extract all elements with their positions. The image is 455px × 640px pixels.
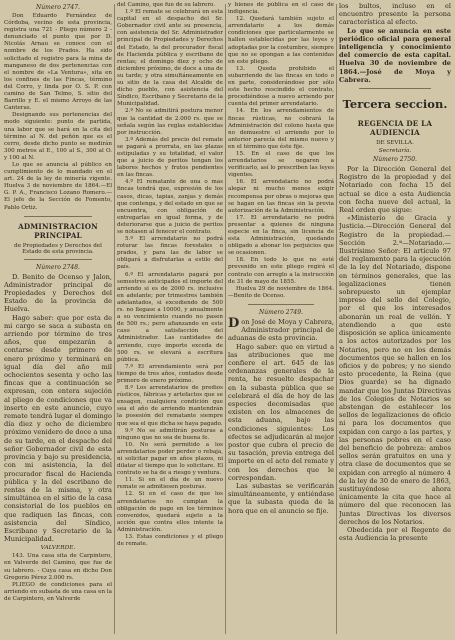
list-item: 10. No será permitido a los arrendatarios poder perder o rebaja, ni solicitar pagar en años plazos, ni dilatar el tiempo que lo solicitare. El contrato se ha de a riesgo y ventura.: [117, 441, 223, 477]
divider: [24, 216, 92, 217]
divider: [24, 259, 92, 260]
list-item: 8.º Los arrendatarios de predios rústicos, fábricas y artefactos que se ensagen, cualquiera condición que sea el año de arriendo mantendrán la posesión del rematante siempre que sea el que dicha se haya pagado.: [117, 385, 223, 427]
list-item: 13. Queda prohibido el subarriendo de las fincas en todo o en parte, considerándose por sólo este hecho rescindido el contrato, procediéndose a nuevo arriendo por cuenta del primer arrendatario.: [228, 65, 334, 108]
section-title: Tercera seccion.: [342, 97, 448, 112]
paragraph: Lo que se anuncia en este periódico oficial para general inteligencia y conocimiento del comercio de esta capital. Huelva 30 de noviembre de 1864.—José de Moya y Cabrera.: [339, 26, 451, 84]
paragraph: «Ministerio de Gracia y Justicia.—Dirección General del Registro de la propiedad.—Sección 2.ª—Notariado.—Ilustrísimo Señor: El artículo 97 del reglamento para la ejecución de la ley del Notariado, dispone en términos generales, que las legalizaciones tienen sobrepuesto un ejemplar impreso del sello del Colegio, por el que los interesados abonarán un real de vellón. Y atendiendo a que este disposición se aplica únicamente a los actos autorizados por los Notarios, pero no en los demás documentos que se hallen en los oficios y de pobres; y no siendo esto procedente, la Reina (que Dios guarde) se ha dignado mandar que los Juntas Directivas de los Colegios de Notarios se abstengan de establecer los sellos de legalizaciones de oficio ni para los documentos que expidan con cargo a las partes, y las personas pobres en el caso del beneficio de pobreza: ambos sellos serán gratuitos en una y otra clase de documentos que se expidan con arreglo al número 4 de la ley de 30 de enero de 1863, sustituyéndose ahora únicamente la cita que hace al número del que reconocen las Juntas Directivas los diversos derechos de los Notarios.: [339, 214, 451, 526]
column-rule: [336, 4, 337, 634]
place-heading: VALVERDE.: [40, 545, 76, 552]
paragraph: Por la Dirección General del Registro de la propiedad y del Notariado con fecha 15 del actual se dice a esta Audiencia con fecha nueve del actual, la Real orden que sigue:: [339, 165, 451, 215]
list-item: 13. Estas condiciones y el pliego de remate.: [117, 534, 223, 548]
list-item: 12. Quedará también sujeto el arrendatario a los demás condiciones que particularmente se hallen establecidas por las leyes y adoptadas por la costumbre, siempre que no se opongan a las contenidas en este pliego.: [228, 16, 334, 65]
paragraph: Hago saber: que en virtud a las atribuciones que me confiere el art. 645 de las ordenanzas generales de la renta, he resuelto despachar en la subasta pública que se celebrará el día de hoy de las especies decomisadas que existen en los almacenes de esta aduana, bajo las condiciones siguientes: Los efectos se adjudicarán al mejor postor que cubra el precio de su tasación, previa entrega del importe en el acto del remate y con los derechos que le correspondan.: [228, 342, 334, 482]
list-item: 3.º Además del precio del remate se pagará a prorrata, en las plazas estipuladas y su totalidad, el valor que a juicio de peritos tengan los labores hechos y frutos pendientes en las fincas.: [117, 136, 223, 179]
column-3: [228, 2, 334, 638]
list-item: 1.º El remate se celebrará en esta capital en el despacho del Sr. Gobernador civil ante su presencia, con asistencia del Sr. Administrador principal de Propiedades y Derechos del Estado, la del procurador fiscal de Hacienda pública y escribano de rentas; el domingo diez y ocho de diciembre próximo, de doce a una de su tarde; y otra simultáneamente en su sitio de la casa del Alcalde de dicho pueblo, con asistencia del Síndico, Escribano y Secretario de la Municipalidad.: [117, 9, 223, 108]
notice-number: Número 2749.: [259, 308, 303, 316]
column-rule: [225, 4, 226, 634]
section-subheading: Secretaría.: [378, 148, 412, 155]
paragraph: 143. Una casa sita de Carpintero, en Valverde del Camino, que fue de su labrero. - Cuya casa en dicho Don Gregorio Pérez 2.000 rs.: [4, 553, 112, 581]
list-item: 18. En todo lo que no esté prevenido en este pliego regirá el contrato con arreglo a la instrucción de 31 de mayo de 1855.: [228, 257, 334, 285]
paragraph: on José de Moya y Cabrera, Administrador principal de aduanas de esta provincia.: [228, 317, 334, 343]
list-item: 6.º El arrendatario pagará por semestres anticipados el importe del arriendo si es de 2000 rs. inclusive en adelante; por trimestres también adelantados, si excediendo de 500 rs. no llegase a 10000, y anualmente a su vencimiento cuando no pasen de 500 rs.; pero afianzando en este caso a satisfacción del Administrador. Las cantidades de arriendo, cuyo importe exceda de 500 rs. se elevará a escritura pública.: [117, 271, 223, 363]
list-item: 5.º El arrendatario no podrá roturar las fincas forestales o prados, y para las de labor se obligará a disfrutarlas a estilo del país.: [117, 236, 223, 271]
paragraph: Las subastas se verificarán simultáneamente, y entiéndase que la subasta queda de la hora que en el anuncio se fije.: [228, 482, 334, 515]
paragraph: D. Benito de Ocenso y Jalon, Administrador principal de Propiedades y Derechos del Estado de la provincia de Huelva.: [4, 272, 112, 314]
paragraph: los bultos, incluso en el encuentro presente la persona característica al efecto.: [339, 2, 451, 27]
paragraph: PLIEGO de condiciones para el arriendo en subasta de una casa en la de Carpintero, en Valverde: [4, 581, 112, 602]
section-heading: ADMINISTRACION PRINCIPAL: [18, 221, 98, 240]
list-item: 14. En los arrendamientos de fincas rústicas, no cobrará la Administración del colono hasta que no demuestre el arriendo por lo anterior parecía del mismo nuevo y en el término que éste fije.: [228, 108, 334, 150]
signature-line: Huelva 29 de noviembre de 1864. —Benito de Ocenso.: [228, 285, 334, 299]
paragraph: Hago saber: que por esta de mi cargo se saca a subasta en arriendo por término de tres años, que empezarán a contarse desde primero de enero próximo y terminará en igual día del año mil ochocientos sesenta y ocho las fincas que a continuación se expresan, con entera sujeción al pliego de condiciones que va inserto en este anuncio, cuyo remate tendrá lugar el domingo día diez y ocho de diciembre próximo venidero de doce a una de su tarde, en el despacho del señor Gobernador civil de esta provincia y bajo su presidencia, con mi asistencia, la del procurador fiscal de Hacienda pública y la del escribano de rentas de la misma, y otra simultánea en el sitio de la casa consistorial de los pueblos en que radiquen las fincas, con asistencia del Síndico, Escribano y Secretario de la Municipalidad.: [4, 313, 112, 544]
column-rule: [114, 4, 115, 634]
section-heading: REGENCIA DE LA AUDIENCIA: [357, 119, 433, 138]
list-item: 4.º El rematante de una o mas fincas tendrá que, expresión de los casos, dicas, tapias, zanjas y demás que contenga, y del estado en que se encuentra, con obligación de entregarlas en igual forma, y de deteriorarse que a juicio de peritos se notasen al fenecer el contrato.: [117, 179, 223, 235]
divider: [359, 88, 431, 89]
list-item: 15. En el caso de que los arrendatarios se negaren a verificarlo, así lo prescriben las leyes vigentes.: [228, 150, 334, 179]
paragraph: Obedecida por el Regente de esta Audiencia la presente: [339, 525, 451, 543]
list-item: 9.º No se admitirán posturas a ninguno que no sea de buena fe.: [117, 427, 223, 441]
drop-cap: D: [228, 315, 240, 331]
paragraph: Designando sus pertenencias del modo siguiente: punto de partida, una labor que se hará en la cita del término al N. del peñón que es el cerro, desde dicho punto se medirán 300 metros al E., 100 al S., 300 al O. y 100 al N.: [4, 112, 112, 161]
section-subheading: de Propiedades y Derechos del Estado de esta provincia.: [14, 242, 102, 255]
list-item: 12. Si en el caso de que los arrendatarios no cumplan la obligación de pago en los términos convenidos, quedará sujeto a la acción que contra ellos intente la Administración.: [117, 491, 223, 533]
list-item: 2.º No se admitirá postura menor que la cantidad de 2.000 rs. que se señala según las reglas establecidas por instrucción.: [117, 108, 223, 136]
list-item: 16. El arrendatario no podrá alegar ni mucho menos exigir recompensa por obras o mejoras que se hagan en las fincas sin la previa autorización de la Administración.: [228, 179, 334, 214]
paragraph: y bienes de pública en el caso de indigencia.: [228, 2, 334, 16]
column-4: [339, 2, 451, 638]
list-item: 7.º El arrendamiento será por tiempo de tres años, contados desde primero de enero próximo.: [117, 363, 223, 384]
notice-number: Número 2750.: [373, 156, 417, 164]
column-2: [117, 2, 223, 638]
column-1: [4, 2, 112, 638]
notice-number: Número 2748.: [36, 263, 80, 271]
paragraph: Lo que se anuncia al público en cumplimiento de lo mandado en el art. 24 de la ley de minería vigente. Huelva 3 de noviembre de 1864.—El G. P. A., Francisco Lozano Romero.—El jefe de la Sección de Fomento, Pablo Ortiz.: [4, 161, 112, 211]
paragraph: del Camino, que fue de su labrero.: [117, 2, 216, 8]
paragraph: Don Eduardo Fernández de Córdoba, vecino de esta provincia, registra una 721 - Pliego número 2 - denunciado el punto que por D. Nicolás Arnau se conoce con el nombre de los Prados. Ha sido solicitado el registro para la mina de manganeso de dos pertenencias con el nombre de «La Ventura», sita en los confines de las Fincas, término del Corro, y linda por O. S. P. con camino de San Telmo, S. sitio del Barrillo y E. el mismo Arroyo de las Canteras.: [4, 13, 112, 112]
list-item: 17. El arrendatario no podrá presentar a quienes de ninguna especie en la finca, sin licencia de esta Administración, quedando obligado a abonar los perjuicios que se ocasionen.: [228, 214, 334, 257]
divider: [248, 304, 314, 305]
section-subheading: DE SEVILLA.: [376, 140, 414, 147]
list-item: 11. Si en el día de un nuevo remate se admitiesen posturas.: [117, 477, 223, 491]
notice-number: Número 2747.: [36, 4, 80, 11]
